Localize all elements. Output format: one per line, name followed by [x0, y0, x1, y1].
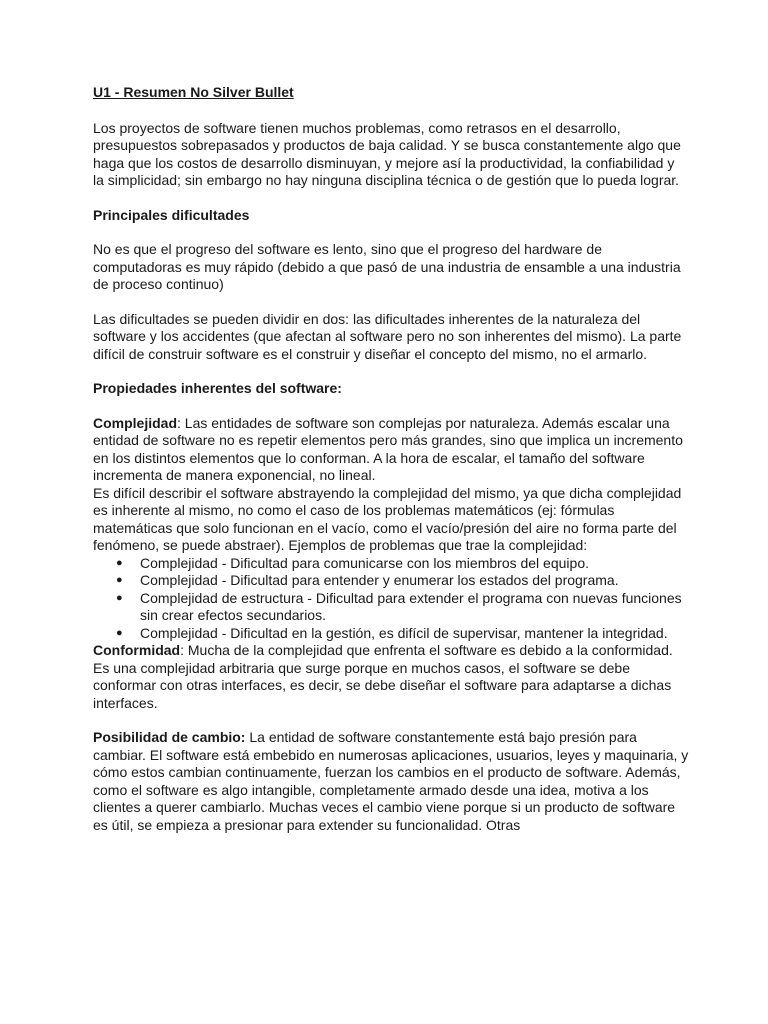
dificultades-paragraph-2: Las dificultades se pueden dividir en dos: las dificultades inherentes de la naturaleza del software y los accidentes (que afectan al software pero no son inherentes del mismo). La parte difícil de construir software es el construir y diseñar el concepto del mismo, no el armarlo.: [93, 310, 682, 362]
dificultades-paragraph-1: No es que el progreso del software es lento, sino que el progreso del hardware de computadoras es muy rápido (debido a que pasó de una industria de ensamble a una industria de proceso continuo): [93, 241, 681, 292]
intro-paragraph: Los proyectos de software tienen muchos problemas, como retrasos en el desarrollo, presupuestos sobrepasados y productos de baja calidad. Y se busca constantemente algo que haga que los costos de desarrollo disminuyan, y mejore así la productividad, la confiabilidad y la simplicidad; sin embargo no hay ninguna disciplina técnica o de gestión que lo pueda lograr.: [93, 119, 681, 188]
bullet-icon: ●: [116, 626, 123, 639]
conformidad-paragraph: [93, 642, 689, 712]
complejidad-paragraph: [93, 415, 689, 485]
list-item-text: Complejidad de estructura - Dificultad para extender el programa con nuevas funciones sin crear efectos secundarios.: [140, 589, 682, 623]
list-item: [93, 625, 689, 643]
section-heading-dificultades: Principales dificultades: [93, 206, 250, 223]
bullet-icon: ●: [116, 556, 123, 569]
conformidad-text: : Mucha de la complejidad que enfrenta el software es debido a la conformidad. Es una complejidad arbitraria que surge porque en muchos casos, el software se debe conformar con otras interfaces, es decir, se debe diseñar el software para adaptarse a dichas interfaces.: [93, 642, 673, 711]
document-page: [93, 84, 689, 834]
section-heading-propiedades: Propiedades inherentes del software:: [93, 380, 342, 396]
list-item: [93, 572, 689, 590]
list-item: [93, 555, 689, 573]
complejidad-paragraph-2: Es difícil describir el software abstrayendo la complejidad del mismo, ya que dicha complejidad es inherente al mismo, no como el caso de los problemas matemáticos (ej: fórmulas matemáticas que solo funcionan en el vacío, como el vacío/presión del aire no forma parte del fenómeno, se puede abstraer). Ejemplos de problemas que trae la complejidad:: [93, 484, 682, 553]
complejidad-text: : Las entidades de software son complejas por naturaleza. Además escalar una entidad de software no es repetir elementos pero más grandes, sino que implica un incremento en los distintos elementos que lo conforman. A la hora de escalar, el tamaño del software incrementa de manera exponencial, no lineal.: [93, 414, 683, 483]
list-item: [93, 590, 689, 625]
cambio-term: Posibilidad de cambio:: [93, 729, 246, 745]
bullet-icon: ●: [116, 591, 123, 604]
document-title: U1 - Resumen No Silver Bullet: [93, 84, 294, 100]
complejidad-term: Complejidad: [93, 414, 178, 431]
cambio-paragraph: [93, 729, 689, 834]
list-item-text: Complejidad - Dificultad para entender y enumerar los estados del programa.: [140, 572, 619, 588]
cambio-text: La entidad de software constantemente está bajo presión para cambiar. El software está embebido en numerosas aplicaciones, usuarios, leyes y maquinaria, y cómo estos cambian continuamente, fuerzan los cambios en el producto de software. Además, como el software es algo intangible, completamente armado desde una idea, motiva a los clientes a querer cambiarlo. Muchas veces el cambio viene porque si un producto de software es útil, se empieza a presionar para extender su funcionalidad. Otras: [93, 729, 689, 833]
conformidad-term: Conformidad: [93, 642, 181, 658]
list-item-text: Complejidad - Dificultad para comunicarse con los miembros del equipo.: [140, 554, 589, 571]
complejidad-bullet-list: [93, 555, 689, 643]
list-item-text: Complejidad - Dificultad en la gestión, es difícil de supervisar, mantener la integridad.: [140, 624, 668, 641]
bullet-icon: ●: [116, 574, 123, 586]
